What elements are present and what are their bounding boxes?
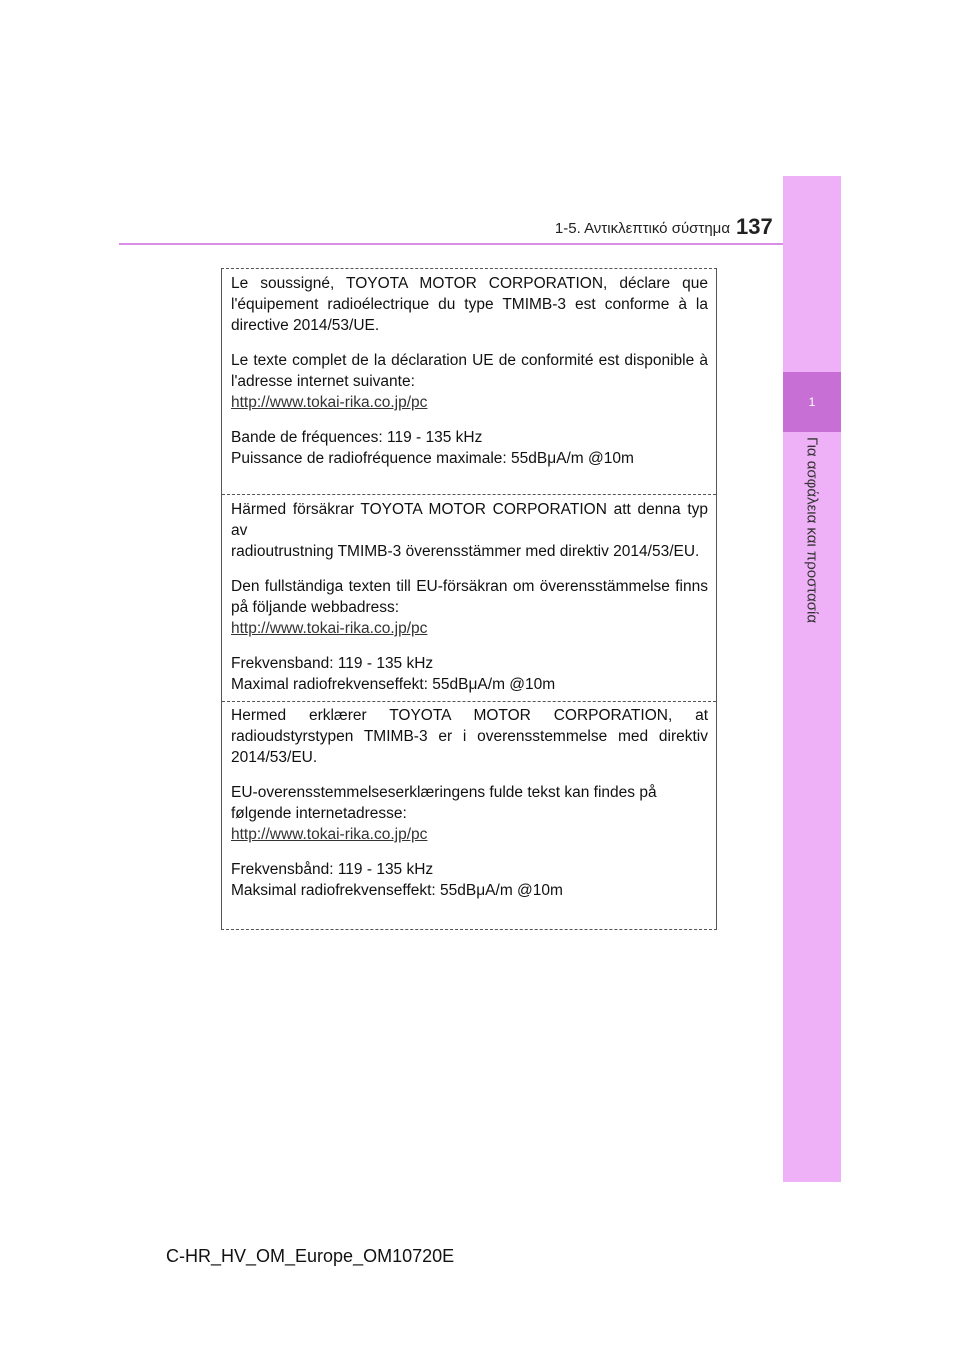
declaration-section-french — [222, 273, 716, 469]
chapter-side-tab — [783, 176, 841, 1182]
frequency-text: Frekvensband: 119 - 135 kHz — [231, 655, 434, 672]
document-code: C-HR_HV_OM_Europe_OM10720E — [166, 1246, 455, 1266]
section-label: 1-5. Αντικλεπτικό σύστημα — [554, 220, 730, 237]
declaration-section-danish — [222, 705, 716, 901]
availability-text: følgende internetadresse: — [231, 805, 407, 822]
availability-text: på följande webbadress: — [231, 599, 400, 616]
chapter-number: 1 — [783, 372, 841, 432]
declaration-text: Härmed försäkrar TOYOTA MOTOR CORPORATION att denna typ av — [231, 501, 708, 539]
availability-text: Den fullständiga texten till EU-försäkran om överensstämmelse finns — [231, 578, 708, 595]
availability-text: EU-overensstemmelseserklæringens fulde tekst kan findes på — [231, 784, 657, 801]
availability-text: Le texte complet de la déclaration UE de conformité est disponible à — [231, 352, 708, 369]
declaration-url-link[interactable]: http://www.tokai-rika.co.jp/pc — [231, 620, 428, 637]
power-text: Maximal radiofrekvenseffekt: 55dBμA/m @10m — [231, 676, 556, 693]
availability-text: l'adresse internet suivante: — [231, 373, 415, 390]
declaration-text: radioudstyrstypen TMIMB-3 er i overensstemmelse med direktiv — [231, 728, 708, 745]
frequency-text: Frekvensbånd: 119 - 135 kHz — [231, 861, 434, 878]
declaration-section-swedish — [222, 499, 716, 695]
declaration-text: 2014/53/EU. — [231, 749, 318, 766]
chapter-title: Για ασφάλεια και προστασία — [803, 436, 821, 624]
declaration-text: radioutrustning TMIMB-3 överensstämmer med direktiv 2014/53/EU. — [231, 543, 700, 560]
section-divider — [222, 494, 716, 495]
power-text: Maksimal radiofrekvenseffekt: 55dBμA/m @10m — [231, 882, 563, 899]
page-number: 137 — [736, 214, 773, 239]
power-text: Puissance de radiofréquence maximale: 55dBμA/m @10m — [231, 450, 634, 467]
declaration-box — [221, 268, 717, 930]
declaration-url-link[interactable]: http://www.tokai-rika.co.jp/pc — [231, 826, 428, 843]
section-divider — [222, 701, 716, 702]
declaration-text: directive 2014/53/UE. — [231, 317, 380, 334]
declaration-text: Hermed erklærer TOYOTA MOTOR CORPORATION, at — [231, 707, 708, 724]
declaration-url-link[interactable]: http://www.tokai-rika.co.jp/pc — [231, 394, 428, 411]
declaration-text: Le soussigné, TOYOTA MOTOR CORPORATION, déclare que — [231, 275, 708, 292]
header-rule — [119, 243, 783, 245]
frequency-text: Bande de fréquences: 119 - 135 kHz — [231, 429, 483, 446]
declaration-text: l'équipement radioélectrique du type TMIMB-3 est conforme à la — [231, 296, 708, 313]
